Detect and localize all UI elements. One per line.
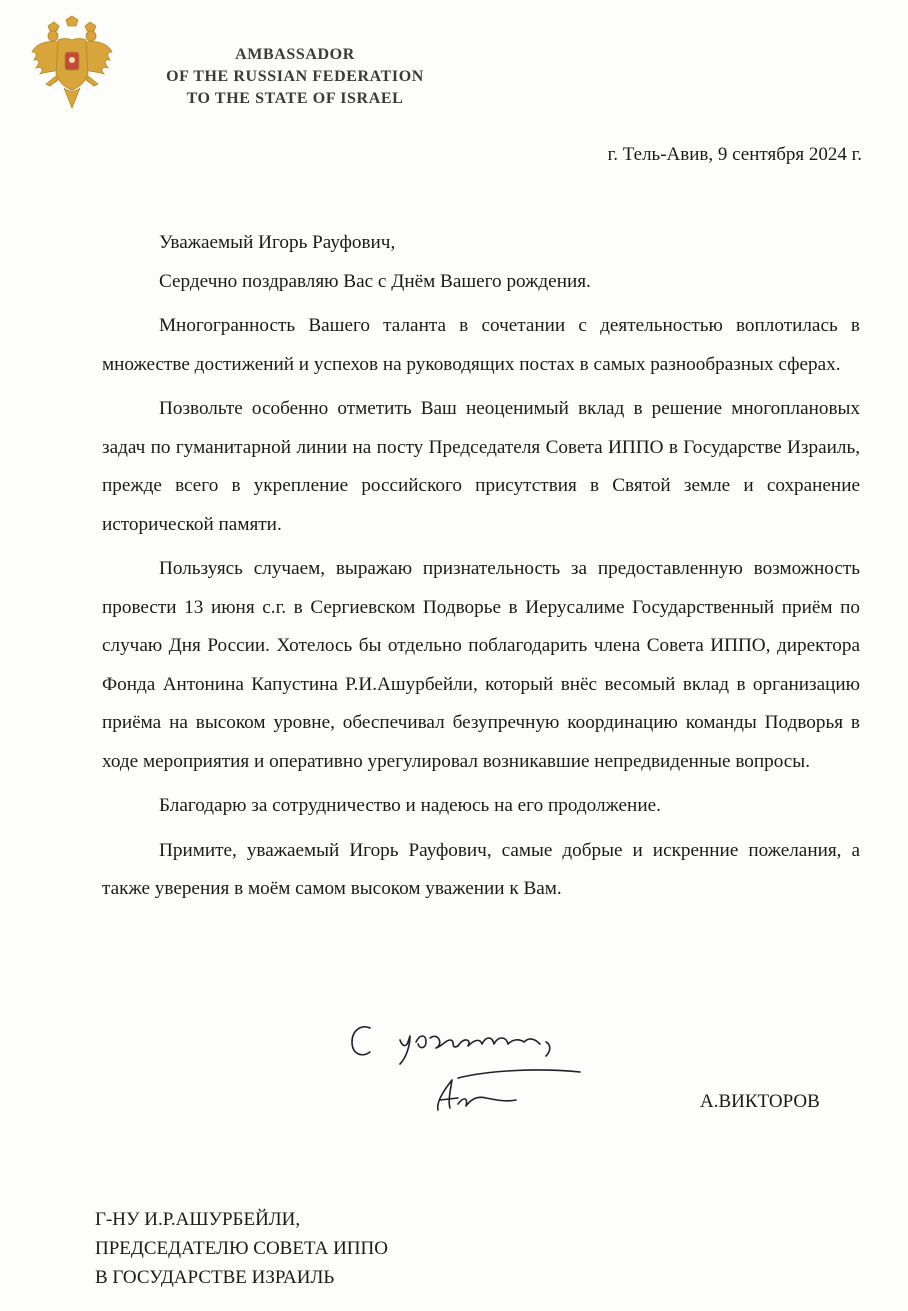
letterhead xyxy=(150,44,440,110)
paragraph-1: Сердечно поздравляю Вас с Днём Вашего рождения. xyxy=(159,270,591,292)
letterhead-line-1: AMBASSADOR xyxy=(235,46,355,63)
addressee-line-3: В ГОСУДАРСТВЕ ИЗРАИЛЬ xyxy=(95,1267,335,1288)
date-line: г. Тель-Авив, 9 сентября 2024 г. xyxy=(607,144,862,165)
paragraph-6: Примите, уважаемый Игорь Рауфович, самые добрые и искренние пожелания, а также уверения в моём самом высоком уважении к Вам. xyxy=(102,839,860,899)
letter-body xyxy=(102,224,860,909)
signer-name: А.ВИКТОРОВ xyxy=(700,1091,820,1112)
addressee-block xyxy=(95,1205,388,1292)
paragraph-5: Благодарю за сотрудничество и надеюсь на его продолжение. xyxy=(159,795,661,816)
russian-double-headed-eagle-icon xyxy=(28,14,116,112)
letterhead-line-2: OF THE RUSSIAN FEDERATION xyxy=(166,68,424,85)
salutation: Уважаемый Игорь Рауфович, xyxy=(159,232,396,253)
paragraph-4: Пользуясь случаем, выражаю признательность за предоставленную возможность провести 13 июня с.г. в Сергиевском Подворье в Иерусалиме Государственный приём по случаю Дня России. Хотелось бы отдельно поблагодарить члена Совета ИППО, директора Фонда Антонина Капустина Р.И.Ашурбейли, который внёс весомый вклад в организацию приёма на высоком уровне, обеспечивал безупречную координацию команды Подворья в ходе мероприятия и оперативно урегулировал возникавшие непредвиденные вопросы. xyxy=(102,558,860,772)
handwritten-signature xyxy=(340,1010,600,1130)
addressee-line-1: Г-НУ И.Р.АШУРБЕЙЛИ, xyxy=(95,1209,301,1230)
addressee-line-2: ПРЕДСЕДАТЕЛЮ СОВЕТА ИППО xyxy=(95,1238,388,1259)
paragraph-2: Многогранность Вашего таланта в сочетании с деятельностью воплотилась в множестве достижений и успехов на руководящих постах в самых разнообразных сферах. xyxy=(102,315,860,375)
paragraph-3: Позвольте особенно отметить Ваш неоценимый вклад в решение многоплановых задач по гуманитарной линии на посту Председателя Совета ИППО в Государстве Израиль, прежде всего в укрепление российского присутствия в Святой земле и сохранение исторической памяти. xyxy=(102,398,860,535)
letterhead-line-3: TO THE STATE OF ISRAEL xyxy=(186,90,404,107)
